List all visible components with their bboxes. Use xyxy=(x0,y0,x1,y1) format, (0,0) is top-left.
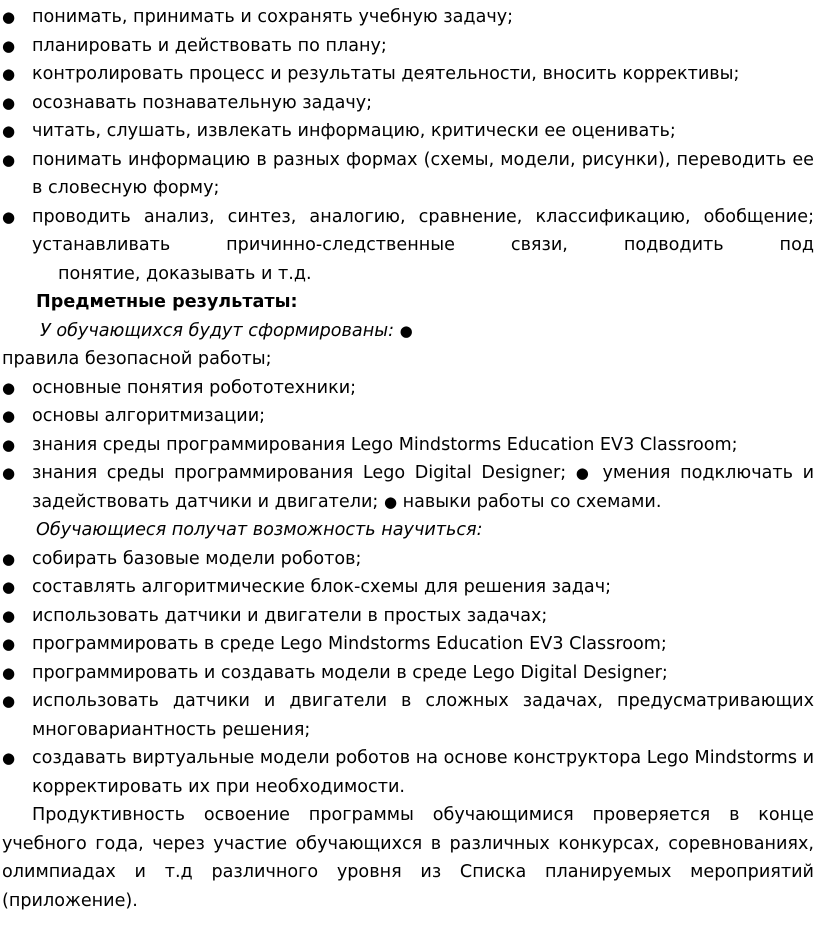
list-item: ● основы алгоритмизации; xyxy=(2,402,814,431)
list-item: ● программировать и создавать модели в среде Lego Digital Designer; xyxy=(2,659,814,688)
list-item: ● читать, слушать, извлекать информацию, критически ее оценивать; xyxy=(2,117,814,146)
list-item: ● осознавать познавательную задачу; xyxy=(2,89,814,118)
bullet-icon: ● xyxy=(2,150,16,169)
bullet-icon: ● xyxy=(2,663,16,682)
bullet-icon: ● xyxy=(2,378,16,397)
bullet-icon: ● xyxy=(2,749,16,767)
bullet-icon: ● xyxy=(2,65,16,83)
list-item: ● проводить анализ, синтез, аналогию, сравнение, классификацию, обобщение; устанавливать причинно-следственные связи, подводить под xyxy=(2,203,814,260)
bullet-icon: ● xyxy=(2,8,16,26)
list-item: ● создавать виртуальные модели роботов на основе конструктора Lego Mindstorms и корректировать их при необходимости. xyxy=(2,744,814,801)
list-item: ● собирать базовые модели роботов; xyxy=(2,545,814,574)
bullet-icon: ● xyxy=(2,606,16,625)
bullet-icon: ● xyxy=(2,464,16,482)
bullet-icon: ● xyxy=(2,122,16,140)
list-item: ● понимать, принимать и сохранять учебную задачу; xyxy=(2,3,814,32)
bullet-icon: ● xyxy=(2,635,16,653)
formed-list xyxy=(2,345,814,915)
list-item-continuation: понятие, доказывать и т.д. xyxy=(58,263,312,284)
bullet-icon: ● xyxy=(2,692,16,710)
subject-results-heading: Предметные результаты: xyxy=(36,292,298,312)
list-item: умения подключать и задействовать датчики и двигатели; xyxy=(32,463,815,512)
bullet-icon: ● xyxy=(2,549,16,568)
list-item: ● программировать в среде Lego Mindstorms Education EV3 Classroom; xyxy=(2,630,814,659)
list-item: ● знания среды программирования Lego Mindstorms Education EV3 Classroom; xyxy=(2,431,814,460)
opportunity-intro: Обучающиеся получат возможность научиться: xyxy=(36,520,483,540)
bullet-icon: ● xyxy=(2,93,16,112)
bullet-icon: ● xyxy=(575,464,593,482)
bullet-icon: ● xyxy=(2,578,16,596)
bullet-icon: ● xyxy=(2,36,16,55)
bullet-icon: ● xyxy=(399,321,413,340)
list-item: правила безопасной работы; xyxy=(2,349,272,369)
bullet-icon: ● xyxy=(383,492,398,511)
list-item: ● планировать и действовать по плану; xyxy=(2,32,814,61)
list-item-group xyxy=(2,459,814,516)
bullet-icon: ● xyxy=(2,435,16,454)
list-item: навыки работы со схемами. xyxy=(402,491,662,512)
list-item: ● использовать датчики и двигатели в сложных задачах, предусматривающих многовариантность решения; xyxy=(2,687,814,744)
formed-intro: У обучающихся будут сформированы: ● xyxy=(40,320,413,341)
list-item: ● понимать информацию в разных формах (схемы, модели, рисунки), переводить ее в словесную форму; xyxy=(2,146,814,203)
metasubject-list xyxy=(2,3,814,345)
list-item: ● основные понятия робототехники; xyxy=(2,374,814,403)
closing-paragraph: Продуктивность освоение программы обучающимися проверяется в конце учебного года, через участие обучающихся в различных конкурсах, соревнованиях, олимпиадах и т.д различного уровня из Списка планируемых мероприятий (приложение). xyxy=(2,805,814,911)
bullet-icon: ● xyxy=(2,407,16,425)
list-item: знания среды программирования Lego Digital Designer; xyxy=(32,463,567,483)
bullet-icon: ● xyxy=(2,207,16,226)
list-item: ● составлять алгоритмические блок-схемы для решения задач; xyxy=(2,573,814,602)
list-item: ● контролировать процесс и результаты деятельности, вносить коррективы; xyxy=(2,60,814,89)
list-item: ● использовать датчики и двигатели в простых задачах; xyxy=(2,602,814,631)
